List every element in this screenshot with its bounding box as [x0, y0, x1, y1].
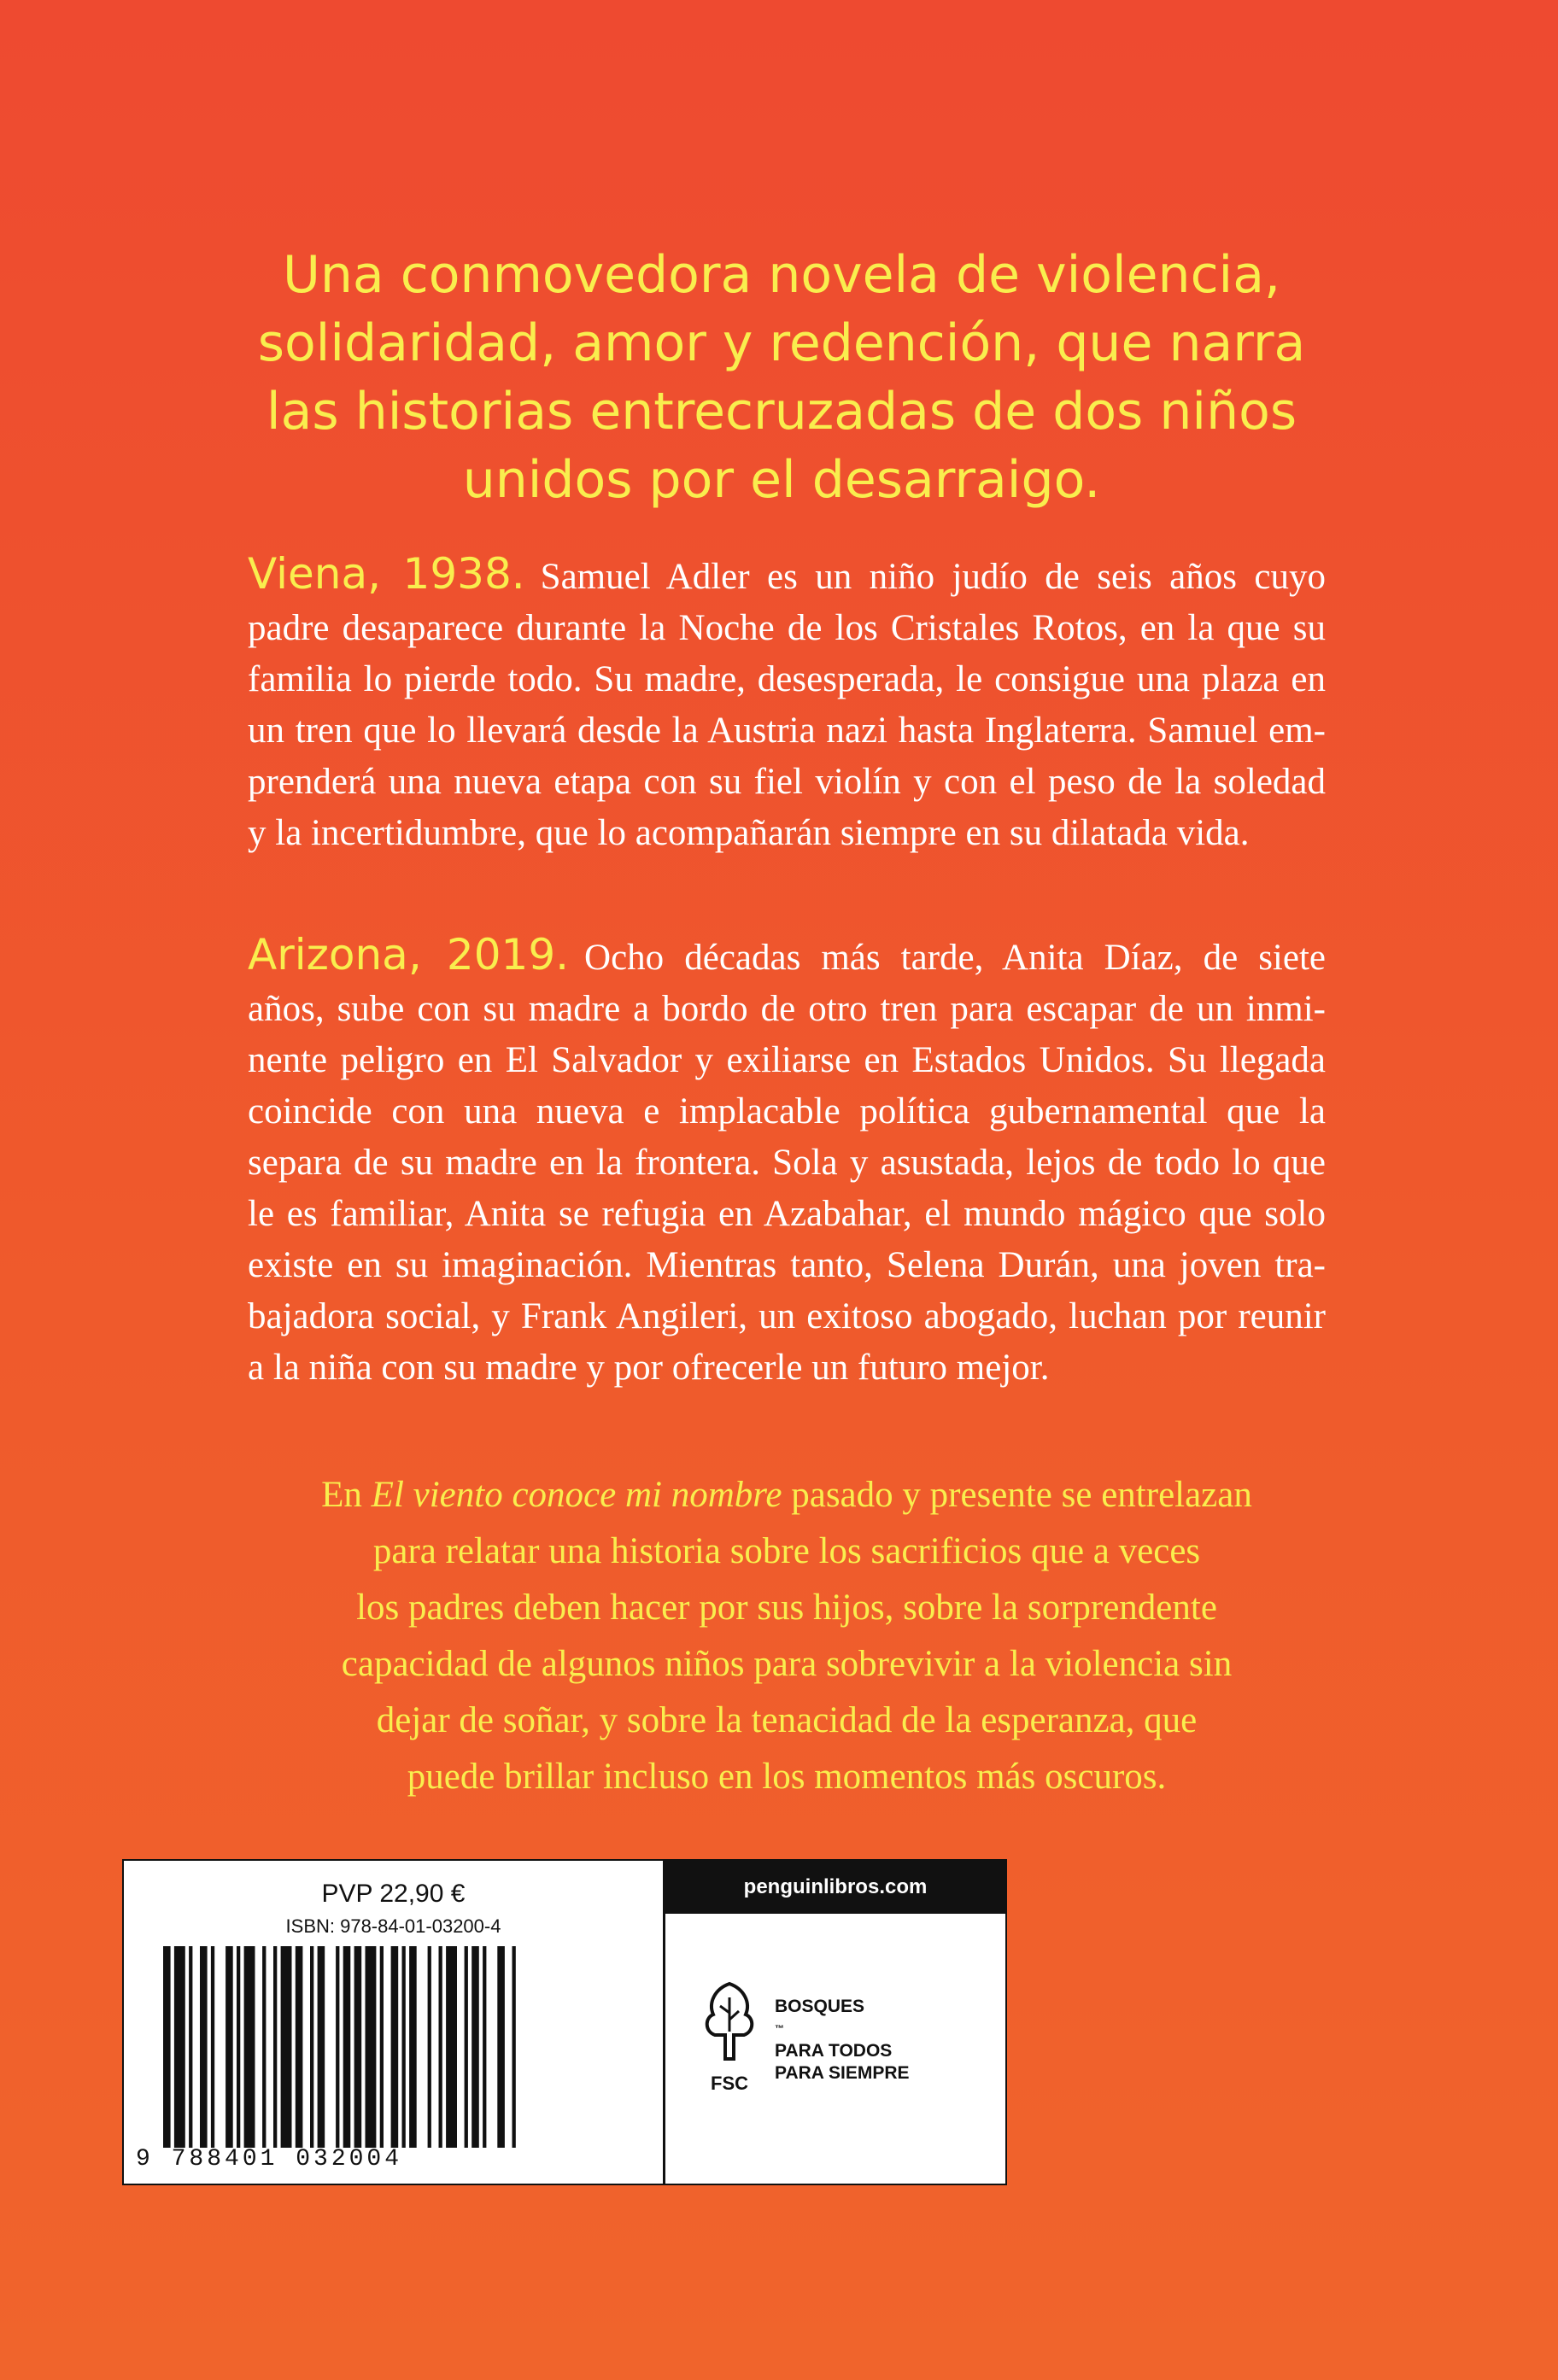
- tagline-line: las historias entrecruzadas de dos niños: [266, 382, 1297, 441]
- fsc-slogan: [775, 1996, 910, 2085]
- synopsis-text: Ocho décadas más tarde, Anita Díaz, de siete: [584, 938, 1326, 978]
- barcode-bar: [237, 1946, 240, 2148]
- closing-line: los padres deben hacer por sus hijos, sobre la sorprendente: [356, 1588, 1217, 1628]
- synopsis-line: existe en su imaginación. Mientras tanto, Selena Durán, una joven tra-: [248, 1245, 1326, 1285]
- book-title: El viento conoce mi nombre: [371, 1475, 782, 1515]
- arizona-heading: Arizona, 2019.: [248, 930, 570, 979]
- barcode-bar: [428, 1946, 431, 2148]
- price-label: PVP 22,90 €: [321, 1880, 466, 1908]
- synopsis-line: bajadora social, y Frank Angileri, un exitoso abogado, luchan por reunir: [248, 1296, 1326, 1336]
- barcode-bar: [200, 1946, 208, 2148]
- synopsis-line: a la niña con su madre y por ofrecerle un futuro mejor.: [248, 1348, 1050, 1388]
- barcode-bar: [380, 1946, 384, 2148]
- barcode-bar: [366, 1946, 377, 2148]
- barcode-bar: [273, 1946, 277, 2148]
- tagline-line: unidos por el desarraigo.: [462, 450, 1101, 510]
- barcode-bar: [262, 1946, 266, 2148]
- synopsis-line: prenderá una nueva etapa con su fiel violín y con el peso de la soledad: [248, 762, 1326, 802]
- synopsis-vienna: [248, 548, 1326, 859]
- isbn-label: ISBN: 978-84-01-03200-4: [285, 1915, 501, 1937]
- closing-line: dejar de soñar, y sobre la tenacidad de la esperanza, que: [376, 1700, 1198, 1740]
- tagline-line: Una conmovedora novela de violencia,: [282, 245, 1281, 305]
- barcode-bar: [402, 1946, 406, 2148]
- tagline: [256, 241, 1307, 514]
- barcode-bar: [281, 1946, 292, 2148]
- synopsis-line: [248, 929, 1326, 984]
- barcode-image: [156, 1946, 631, 2148]
- barcode-bar: [497, 1946, 505, 2148]
- synopsis-line: [248, 548, 1326, 603]
- barcode-bar: [189, 1946, 192, 2148]
- barcode-bar: [483, 1946, 486, 2148]
- barcode-bar: [343, 1946, 351, 2148]
- fsc-tree-icon: [700, 1980, 759, 2066]
- synopsis-line: años, sube con su madre a bordo de otro tren para escapar de un inmi-: [248, 989, 1326, 1029]
- barcode-bar: [512, 1946, 516, 2148]
- closing-line: puede brillar incluso en los momentos más oscuros.: [407, 1757, 1167, 1797]
- vienna-heading: Viena, 1938.: [248, 549, 525, 599]
- barcode-bar: [310, 1946, 313, 2148]
- synopsis-arizona: [248, 929, 1326, 1394]
- barcode-bar: [163, 1946, 171, 2148]
- closing-paragraph: [248, 1467, 1326, 1805]
- closing-line: [248, 1467, 1326, 1523]
- closing-line: capacidad de algunos niños para sobrevivir a la violencia sin: [341, 1644, 1233, 1684]
- barcode-bar: [439, 1946, 442, 2148]
- synopsis-line: un tren que lo llevará desde la Austria nazi hasta Inglaterra. Samuel em-: [248, 710, 1326, 751]
- barcode-bar: [391, 1946, 399, 2148]
- barcode-bar: [336, 1946, 339, 2148]
- fsc-line: PARA SIEMPRE: [775, 2063, 910, 2083]
- barcode-bar: [318, 1946, 325, 2148]
- publisher-website: penguinlibros.com: [665, 1861, 1005, 1914]
- barcode-bar: [409, 1946, 417, 2148]
- barcode-bar: [174, 1946, 185, 2148]
- fsc-label: FSC: [711, 2073, 748, 2094]
- barcode-bar: [465, 1946, 468, 2148]
- synopsis-line: le es familiar, Anita se refugia en Azabahar, el mundo mágico que solo: [248, 1194, 1326, 1234]
- synopsis-line: separa de su madre en la frontera. Sola y asustada, lejos de todo lo que: [248, 1143, 1326, 1183]
- barcode-bar: [211, 1946, 214, 2148]
- barcode-bar: [296, 1946, 303, 2148]
- fsc-line: PARA TODOS: [775, 2041, 893, 2061]
- barcode-bar: [472, 1946, 479, 2148]
- closing-suffix: pasado y presente se entrelazan: [782, 1475, 1252, 1515]
- synopsis-line: padre desaparece durante la Noche de los Cristales Rotos, en la que su: [248, 608, 1326, 648]
- synopsis-line: coincide con una nueva e implacable política gubernamental que la: [248, 1091, 1326, 1132]
- fsc-line: [775, 1996, 910, 2040]
- barcode-bar: [244, 1946, 255, 2148]
- barcode-bar: [446, 1946, 457, 2148]
- synopsis-line: nente peligro en El Salvador y exiliarse en Estados Unidos. Su llegada: [248, 1040, 1326, 1080]
- publisher-panel: [664, 1859, 1007, 2185]
- fsc-line-text: BOSQUES: [775, 1997, 865, 2016]
- synopsis-text: Samuel Adler es un niño judío de seis años cuyo: [540, 557, 1326, 597]
- synopsis-line: familia lo pierde todo. Su madre, desesperada, le consigue una plaza en: [248, 659, 1326, 699]
- synopsis-line: y la incertidumbre, que lo acompañarán siempre en su dilatada vida.: [248, 813, 1250, 853]
- tagline-line: solidaridad, amor y redención, que narra: [257, 313, 1306, 373]
- closing-prefix: En: [321, 1475, 372, 1515]
- closing-line: para relatar una historia sobre los sacrificios que a veces: [372, 1531, 1201, 1571]
- barcode-bar: [226, 1946, 233, 2148]
- barcode-panel: [122, 1859, 665, 2185]
- barcode-bar: [354, 1946, 362, 2148]
- trademark-mark: ™: [775, 2024, 784, 2034]
- barcode-digits: 9 788401 032004: [136, 2146, 403, 2172]
